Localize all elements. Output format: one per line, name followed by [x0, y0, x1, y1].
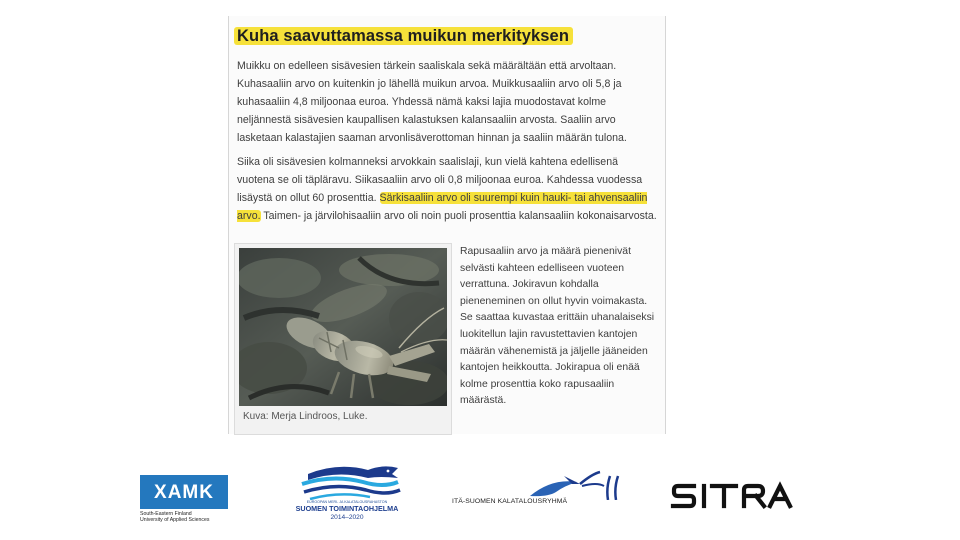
photo-card — [234, 243, 452, 435]
xamk-subtitle-line-2: University of Applied Sciences — [140, 517, 210, 524]
xamk-logo-text: XAMK — [154, 482, 214, 503]
suomen-toimintaohjelma-logo — [288, 462, 406, 530]
paragraph-2-highlight: Särkisaaliin arvo oli suurempi kuin hauki- tai ahvensaaliin arvo. — [237, 192, 648, 223]
article-paragraph-2 — [237, 153, 657, 225]
fish-waves-icon — [288, 462, 406, 502]
fish-tail-icon — [452, 470, 632, 500]
article-paragraph-1: Muikku on edelleen sisävesien tärkein saaliskala sekä määrältään että arvoltaan. Kuhasaaliin arvo on kuitenkin jo lähellä muikun arvoa. Muikkusaaliin arvo oli 5,8 ja kuhasaaliin 4,8 miljoonaa euroa. Yhdessä nämä kaksi lajia muodostavat kolme neljännestä sisävesien kaupallisen kalastuksen kalansaaliin arvosta. Saaliin arvo lasketaan kalastajien saaman arvonlisäverottoman hinnan ja saaliin määrän tulona. — [237, 60, 627, 145]
article-title-text: Kuha saavuttamassa muikun merkityksen — [234, 27, 573, 45]
xamk-subtitle-line-1: South-Eastern Finland — [140, 511, 192, 517]
photo-caption: Kuva: Merja Lindroos, Luke. — [243, 411, 368, 422]
paragraph-2-text-start: Siika oli sisävesien kolmanneksi arvokkain saalislaji, kun vielä kahtena edellisenä vuotena se oli täpläravu. Siikasaaliin arvo oli 0,8 miljoonaa euroa. Kahdessa vuodessa lisäystä on ollut 60 prosenttia. — [237, 156, 643, 205]
sto-small-text: EUROOPAN MERI- JA KALATALOUSRAHASTON — [306, 500, 388, 504]
sitra-logo — [670, 481, 800, 511]
sto-name: SUOMEN TOIMINTAOHJELMA — [295, 504, 399, 513]
paragraph-2-text-end: Taimen- ja järvilohisaaliin arvo oli noin puoli prosenttia kalansaaliin kokonaisarvosta. — [260, 210, 657, 223]
crayfish-photo — [239, 248, 447, 406]
xamk-logo — [140, 474, 232, 528]
sto-years: 2014–2020 — [330, 514, 364, 521]
article-paragraph-3: Rapusaaliin arvo ja määrä pienenivät selvästi kahteen edelliseen vuoteen verrattuna. Jokiravun kohdalla pieneneminen on ollut hyvin voimakasta. Se saattaa kuvastaa erittäin uhanalaiseksi luokitellun lajin ravustettavien kantojen määrän vähenemistä ja jäljelle jääneiden kantojen heikkoutta. Jokirapua oli enää kolme prosenttia koko rapusaaliin määrästä. — [460, 246, 655, 407]
article-title — [234, 27, 573, 46]
ita-suomen-kalatalousryhma-logo — [452, 470, 632, 520]
xamk-subtitle — [140, 511, 232, 524]
sitra-wordmark — [670, 481, 800, 511]
ita-suomen-name: ITÄ-SUOMEN KALATALOUSRYHMÄ — [452, 498, 568, 505]
